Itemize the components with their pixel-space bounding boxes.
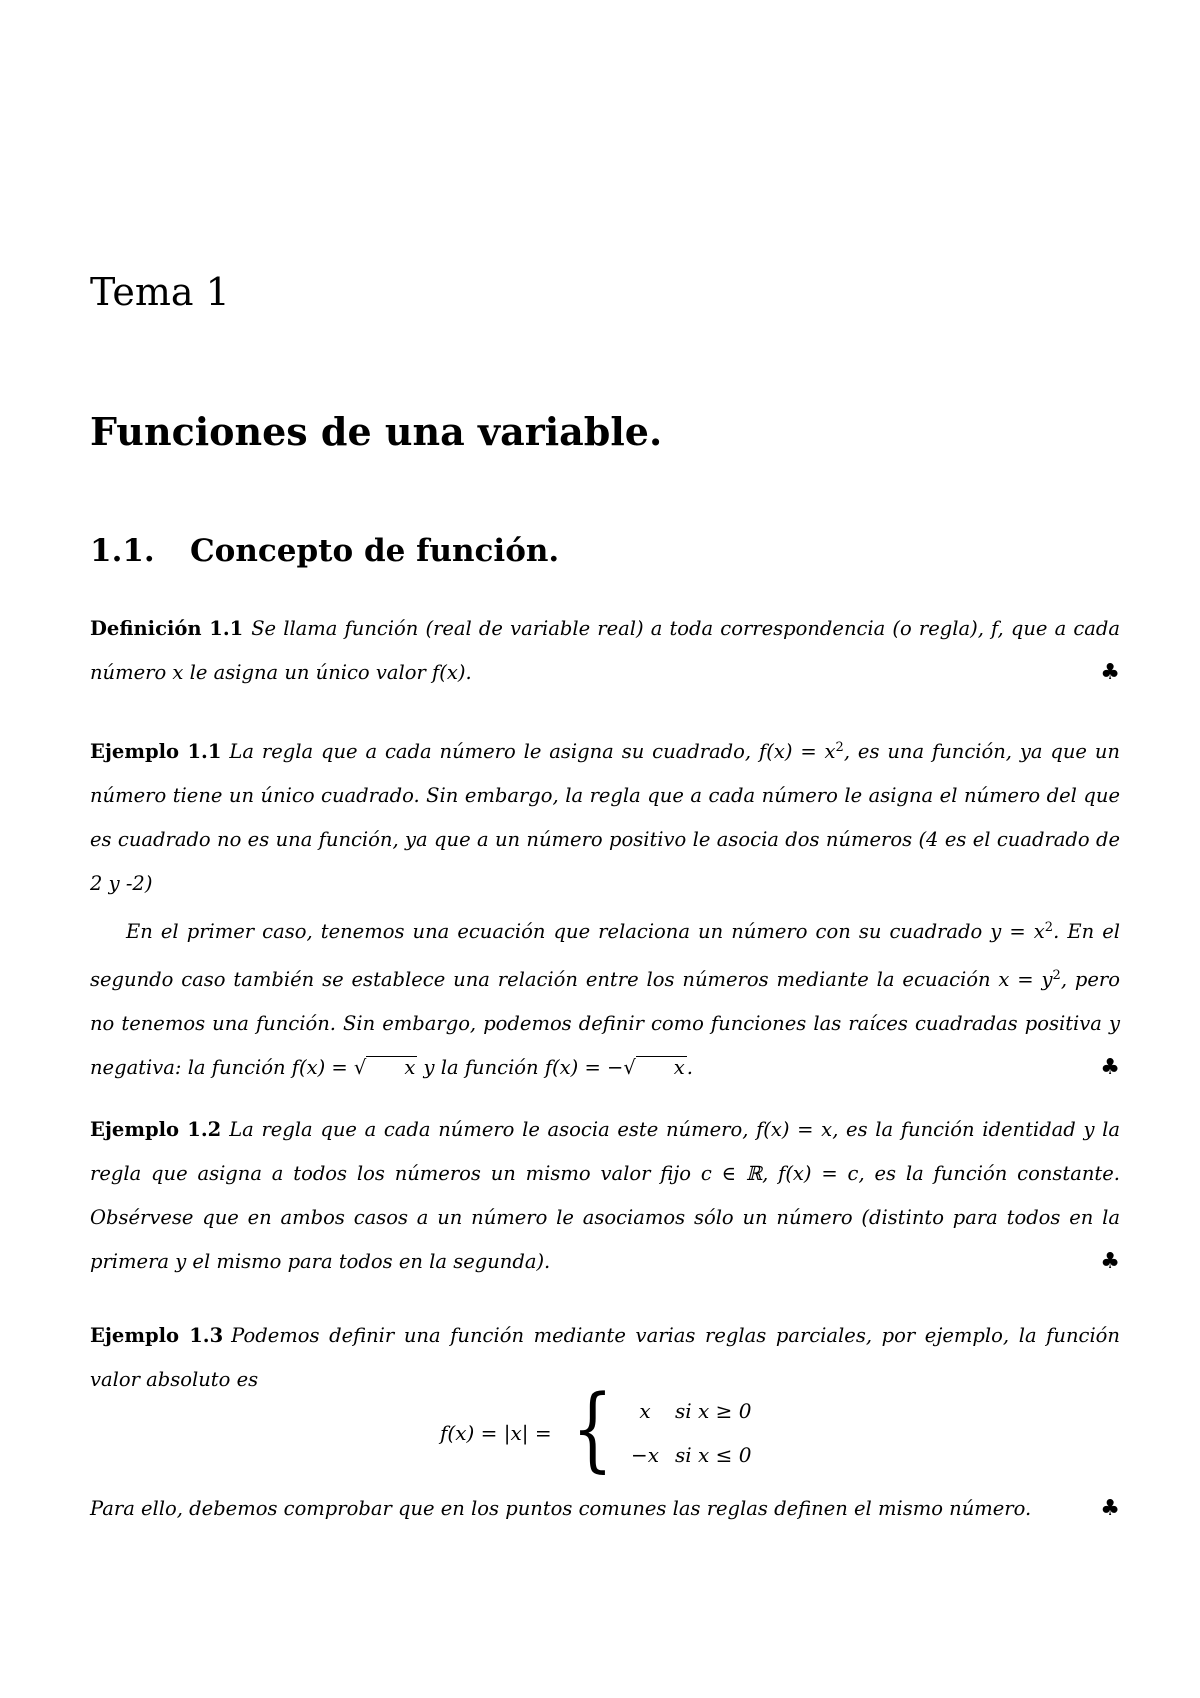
case-2: −x si x ≤ 0 xyxy=(630,1443,752,1467)
example-1-1-para-2: En el primer caso, tenemos una ecuación que relaciona un número con su cuadrado $y = x^2$. En el segundo caso también se establece una relación entre los números mediante la ecuación $x = y^2$, pero no tenemos una función. Sin embargo, podemos definir como funciones las raíces cuadradas positiva y negativa: la función f(x) = √ x y la función f(x) = −√ x . ♣ xyxy=(90,906,1120,1090)
example-1-1 xyxy=(90,726,1120,1090)
radicand: x xyxy=(636,1056,687,1079)
definition-label: Definición 1.1 xyxy=(90,617,244,640)
case-1: x si x ≥ 0 xyxy=(639,1399,752,1423)
club-icon: ♣ xyxy=(1100,1249,1120,1274)
conclusion-text: Para ello, debemos comprobar que en los puntos comunes las reglas definen el mismo número. ♣ xyxy=(90,1487,1120,1531)
definition-text: Definición 1.1 Se llama función (real de variable real) a toda correspondencia (o regla), f, que a cada número x le asigna un único valor f(x). ♣ xyxy=(90,607,1120,695)
club-icon: ♣ xyxy=(1100,660,1120,685)
example-label: Ejemplo 1.3 xyxy=(90,1324,224,1347)
definition-1-1 xyxy=(90,607,1120,695)
example-1-1-para-1: Ejemplo 1.1 La regla que a cada número le asigna su cuadrado, $f(x) = x^2$, es una función, ya que un número tiene un único cuadrado. Sin embargo, la regla que a cada número le asigna el número del que es cuadrado no es una función, ya que a un número positivo le asocia dos números (4 es el cuadrado de 2 y -2) xyxy=(90,740,1120,895)
example-label: Ejemplo 1.2 xyxy=(90,1118,222,1141)
example-1-3-text: Ejemplo 1.3 Podemos definir una función mediante varias reglas parciales, por ejemplo, la función valor absoluto es xyxy=(90,1324,1120,1391)
section-title: Concepto de función. xyxy=(190,533,560,569)
chapter-title: Funciones de una variable. xyxy=(90,409,663,454)
equation-lhs: f(x) = |x| = xyxy=(440,1421,552,1445)
abs-value-equation xyxy=(440,1375,770,1489)
section-number: 1.1. xyxy=(90,533,155,569)
club-icon: ♣ xyxy=(1100,1055,1120,1080)
left-brace: { xyxy=(572,1375,613,1482)
example-1-2-text: Ejemplo 1.2 La regla que a cada número le asocia este número, f(x) = x, es la función identidad y la regla que asigna a todos los números un mismo valor fijo c ∈ ℝ, f(x) = c, es la función constante. Obsérvese que en ambos casos a un número le asociamos sólo un número (distinto para todos en la primera y el mismo para todos en la segunda). ♣ xyxy=(90,1108,1120,1284)
club-icon: ♣ xyxy=(1100,1496,1120,1521)
example-1-2 xyxy=(90,1108,1120,1284)
example-label: Ejemplo 1.1 xyxy=(90,740,222,763)
chapter-heading: Tema 1 xyxy=(90,270,230,314)
example-1-3-conclusion xyxy=(90,1487,1120,1531)
radicand: x xyxy=(366,1056,417,1079)
section-heading xyxy=(90,531,559,571)
